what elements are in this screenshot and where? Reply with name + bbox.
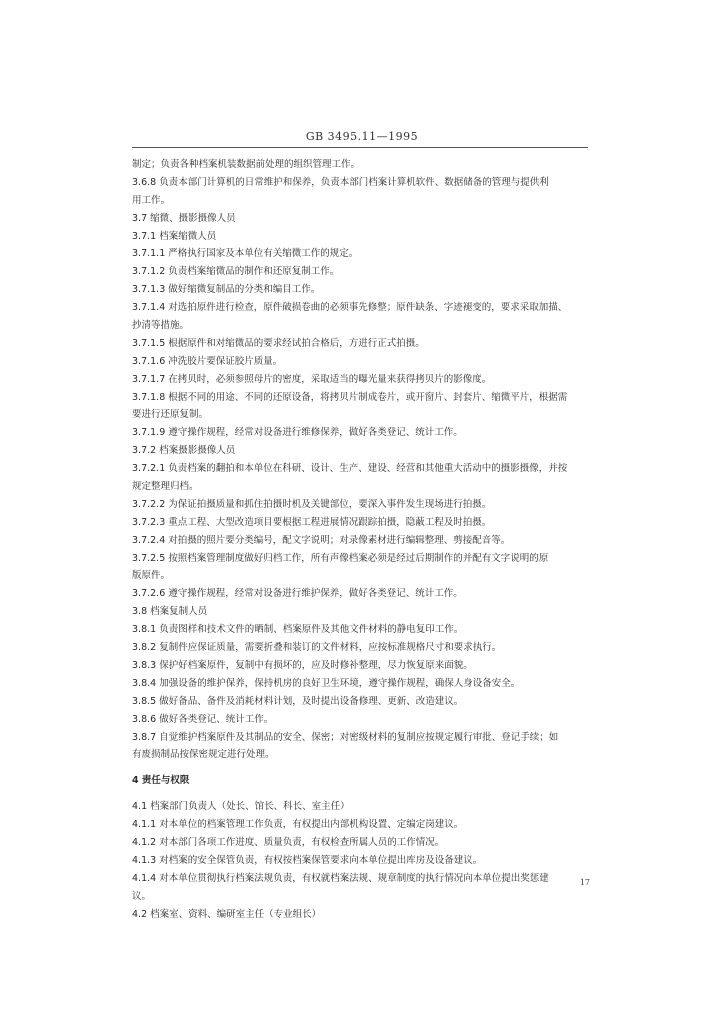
text-line: 3.8.2 复制件应保证质量，需要折叠和装订的文件材料，应按标准规格尺寸和要求执行。 xyxy=(132,642,502,654)
text-line: 4.1.3 对档案的安全保管负责，有权按档案保管要求向本单位提出库房及设备建议。 xyxy=(132,854,483,866)
text-line: 抄清等措施。 xyxy=(132,320,190,332)
text-line: 3.7.2.1 负责档案的翻拍和本单位在科研、设计、生产、建设、经营和其他重大活动中的摄影摄像，并按 xyxy=(132,463,568,475)
text-line: 3.7.1.8 根据不同的用途、不同的还原设备，将拷贝片制成卷片，或开窗片、封套片、缩微平片，根据需 xyxy=(132,391,568,403)
text-line: 3.7.1.5 根据原件和对缩微品的要求经试拍合格后，方进行正式拍摄。 xyxy=(132,337,425,349)
text-line: 4.2 档案室、资料、编研室主任（专业组长） xyxy=(132,908,322,920)
text-line: 3.8 档案复制人员 xyxy=(132,606,208,618)
text-line: 3.7.1.1 严格执行国家及本单位有关缩微工作的规定。 xyxy=(132,248,359,260)
text-line: 有废损制品按保密规定进行处理。 xyxy=(132,749,275,761)
standard-code-header: GB 3495.11—1995 xyxy=(305,130,419,143)
text-line: 3.7.2 档案摄影摄像人员 xyxy=(132,445,236,457)
text-line: 议。 xyxy=(132,890,152,902)
text-line: 3.8.7 自觉维护档案原件及其制品的安全、保密；对密级材料的复制应按规定履行审批、登记手续；如 xyxy=(132,731,559,743)
text-line: 用工作。 xyxy=(132,194,171,206)
text-line: 3.7.2.6 遵守操作规程，经常对设备进行维护保养，做好各类登记、统计工作。 xyxy=(132,588,463,600)
text-line: 4.1.1 对本单位的档案管理工作负责，有权提出内部机构设置、定编定岗建议。 xyxy=(132,819,464,831)
text-line: 3.8.4 加强设备的维护保养，保持机房的良好卫生环境，遵守操作规程，确保人身设备安全。 xyxy=(132,677,521,689)
text-line: 3.7.1.6 冲洗胶片要保证胶片质量。 xyxy=(132,355,283,367)
text-line: 3.7.1.4 对选拍原件进行检查，原件破损卷曲的必须事先修整；原件缺条、字迹褪变的，要求采取加描、 xyxy=(132,302,568,314)
text-line: 3.7.2.2 为保证拍摄质量和抓住拍摄时机及关键部位，要深入事件发生现场进行拍摄。 xyxy=(132,498,492,510)
text-line: 版原件。 xyxy=(132,570,171,582)
text-line: 3.6.8 负责本部门计算机的日常维护和保养，负责本部门档案计算机软件、数据储备的管理与提供利 xyxy=(132,176,549,188)
header-rule xyxy=(132,147,588,148)
text-line: 4 责任与权限 xyxy=(132,775,190,787)
text-line: 3.8.3 保护好档案原件，复制中有损坏的，应及时修补整理，尽力恢复原来面貌。 xyxy=(132,659,473,671)
text-line: 4.1.4 对本单位贯彻执行档案法规负责，有权就档案法规、规章制度的执行情况向本单位提出奖惩建 xyxy=(132,872,549,884)
text-line: 3.7.2.5 按照档案管理制度做好归档工作，所有声像档案必须是经过后期制作的并配有文字说明的原 xyxy=(132,552,549,564)
page-number: 17 xyxy=(579,878,590,887)
text-line: 3.8.1 负责图样和技术文件的晒制、档案原件及其他文件材料的静电复印工作。 xyxy=(132,624,464,636)
text-line: 3.7.2.3 重点工程、大型改造项目要根据工程进展情况跟踪拍摄，隐蔽工程及时拍摄。 xyxy=(132,516,492,528)
text-line: 3.7.1.9 遵守操作规程，经常对设备进行维修保养，做好各类登记、统计工作。 xyxy=(132,427,463,439)
text-line: 规定整理归档。 xyxy=(132,481,199,493)
document-body xyxy=(132,156,590,923)
text-line: 3.7.1.2 负责档案缩微品的制作和还原复制工作。 xyxy=(132,266,340,278)
text-line: 制定；负责各种档案机装数据前处理的组织管理工作。 xyxy=(132,159,361,170)
text-line: 3.8.5 做好备品、备件及消耗材料计划，及时提出设备修理、更新、改造建议。 xyxy=(132,695,464,707)
text-line: 3.7.1 档案缩微人员 xyxy=(132,230,217,242)
text-line: 3.7.2.4 对拍摄的照片要分类编号，配文字说明；对录像素材进行编辑整理、剪接配音等。 xyxy=(132,534,511,546)
text-line: 要进行还原复制。 xyxy=(132,409,209,421)
text-line: 4.1 档案部门负责人（处长、馆长、科长、室主任） xyxy=(132,801,350,813)
text-line: 3.7.1.7 在拷贝时，必须参照母片的密度，采取适当的曝光量来获得拷贝片的影像度。 xyxy=(132,373,492,385)
text-line: 3.7.1.3 做好缩微复制品的分类和编目工作。 xyxy=(132,284,321,296)
text-line: 4.1.2 对本部门各项工作进度、质量负责，有权检查所属人员的工作情况。 xyxy=(132,836,445,848)
text-line: 3.7 缩微、摄影摄像人员 xyxy=(132,212,236,224)
text-line: 3.8.6 做好各类登记、统计工作。 xyxy=(132,713,274,725)
